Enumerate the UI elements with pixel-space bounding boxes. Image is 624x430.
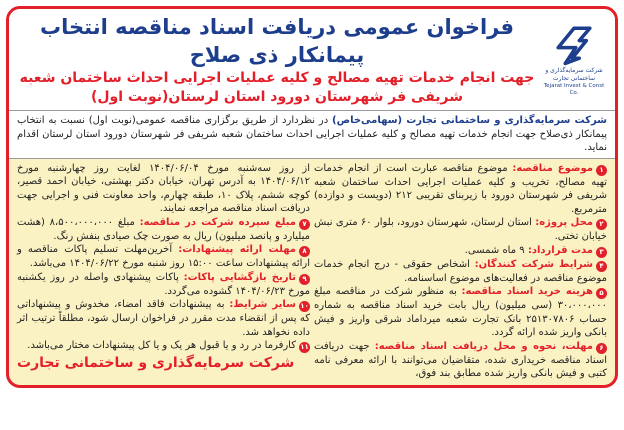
item-text: پاکات پیشنهادی واصله در روز یکشنبه مورخ ۱۴۰۴/۰۶/۲۳ گشوده می‌گردد. [17,271,310,297]
item-text: جهت دریافت اسناد مناقصه خریداری شده، متقاضیان می‌توانند با ارائه معرفی نامه کتبی و فیش بانکی واریز شده مطابق بند فوق، [314,340,607,379]
item-number: ۳ [596,247,607,258]
subtitle-line-1: جهت انجام خدمات تهیه مصالح و کلیه عملیات اجرایی احداث ساختمان شعبه [19,70,535,86]
company-logo [539,23,609,97]
item-6 [314,340,607,381]
notice-frame [6,6,618,388]
item-text: اشخاص حقوقی - درج انجام خدمات موضوع مناقصه در فعالیت‌های موضوع اساسنامه. [314,258,607,284]
item-1 [314,162,607,217]
item-number: ۶ [596,343,607,354]
item-6-continued [17,162,310,216]
item-number: ۱ [596,165,607,176]
item-label: محل پروژه: [535,217,593,228]
item-text: استان لرستان، شهرستان دورود، بلوار ۶۰ متری نبش خیابان تختی. [314,217,607,242]
item-2 [314,216,607,244]
notice-header [9,9,615,111]
item-label: سایر شرایط: [229,299,296,310]
item-text: به منظور شرکت در مناقصه مبلغ ۳۰،۰۰۰،۰۰۰ (سی میلیون) ریال بابت خرید اسناد مناقصه به شماره حساب ۲۵۱۳۰۷۸۰۶ بانک تجارت شعبه میرداماد شرقی واریز و فیش بانکی واریز شده ارائه گردد. [314,286,607,338]
notice-title: فراخوان عمومی دریافت اسناد مناقصه انتخاب پیمانکار ذی صلاح [40,15,514,67]
item-text: ۹ ماه شمسی. [464,244,528,256]
logo-text-fa: شرکت سرمایه‌گذاری و ساختمانی تجارت [545,67,603,82]
logo-text-en: Tejarat Invest & Const Co. [543,83,605,96]
company-name: شرکت سرمایه‌گذاری و ساختمانی تجارت (سهامی‌خاص) [332,115,607,126]
item-label: مهلت ارائه پیشنهادات: [178,244,296,255]
item-number: ۸ [299,246,310,257]
item-4 [314,258,607,286]
item-text: کارفرما در رد و یا قبول هر یک و یا کل پیشنهادات مختار می‌باشد. [27,340,296,351]
item-label: مدت قرارداد: [527,244,593,256]
item-9 [17,271,310,299]
item-5 [314,285,607,340]
item-label: مهلت، نحوه و محل دریافت اسناد مناقصه: [374,340,593,352]
item-7 [17,216,310,244]
item-number: ۹ [299,274,310,285]
item-label: مبلغ سپرده شرکت در مناقصه: [139,216,297,228]
right-column [314,162,607,381]
item-text: از روز سه‌شنبه مورخ ۱۴۰۴/۰۶/۰۴ لغایت روز چهارشنبه مورخ ۱۴۰۴/۰۶/۱۲ به آدرس تهران، خیابان دکتر بهشتی، خیابان احمد قصیر، کوچه ششم، پلاک ۱۰، طبقه چهارم، واحد معاونت فنی و اجرایی جهت دریافت اسناد مناقصه مراجعه نمایند. [17,162,310,214]
item-label: هزینه خرید اسناد مناقصه: [461,286,593,297]
item-number: ۱۰ [300,302,309,310]
item-label: موضوع مناقصه: [512,162,594,174]
item-text: مبلغ ۸،۵۰۰،۰۰۰،۰۰۰ (هشت میلیارد و پانصد میلیون) ریال به صورت چک صیادی بنفش رنگ. [17,216,310,242]
item-number: ۱۱ [300,343,309,351]
item-text: به پیشنهادات فاقد امضاء، مخدوش و پیشنهاداتی که پس از انقضاء مدت مقرر در فراخوان ارسال شود، مطلقاً ترتیب اثر داده نخواهد شد. [17,299,310,338]
item-11 [17,339,310,353]
item-number: ۵ [596,288,607,299]
intro-paragraph [9,111,615,159]
item-8 [17,243,310,271]
item-10 [17,298,310,339]
item-3 [314,244,607,258]
item-text: آخرین‌مهلت تسلیم پاکات مناقصه و ارائه پیشنهادات ساعت ۱۵:۰۰ روز شنبه مورخ ۱۴۰۴/۰۶/۲۲ می‌باشد. [17,244,310,269]
notice-titles [15,13,539,107]
item-number: ۴ [596,261,607,272]
logo-icon [552,23,596,67]
intro-text: در نظردارد از طریق برگزاری مناقصه عمومی(نوبت اول) نسبت به انتخاب پیمانکار ذی‌صلاح جهت انجام خدمات تهیه مصالح و کلیه عملیات اجرایی احداث ساختمان شعبه شریفی فر شهرستان دورود استان لرستان اقدام نماید. [17,115,607,153]
item-label: شرایط شرکت کنندگان: [474,258,593,270]
item-text: موضوع مناقصه عبارت است از انجام خدمات تهیه مصالح، تخریب و کلیه عملیات اجرایی احداث ساختمان شعبه شریفی فر شهرستان دورود با زیربنای تقریبی ۲۱۲ (دویست و دوازده) مترمربع. [314,162,607,215]
signature: شرکت سرمایه‌گذاری و ساختمانی تجارت [17,355,295,371]
left-column [17,162,310,381]
item-number: ۷ [299,219,310,230]
item-number: ۲ [596,219,607,230]
columns [9,159,615,385]
item-label: تاریخ بازگشایی پاکات: [183,271,296,283]
subtitle-line-2: شریفی فر شهرستان دورود استان لرستان(نوبت اول) [90,89,464,105]
